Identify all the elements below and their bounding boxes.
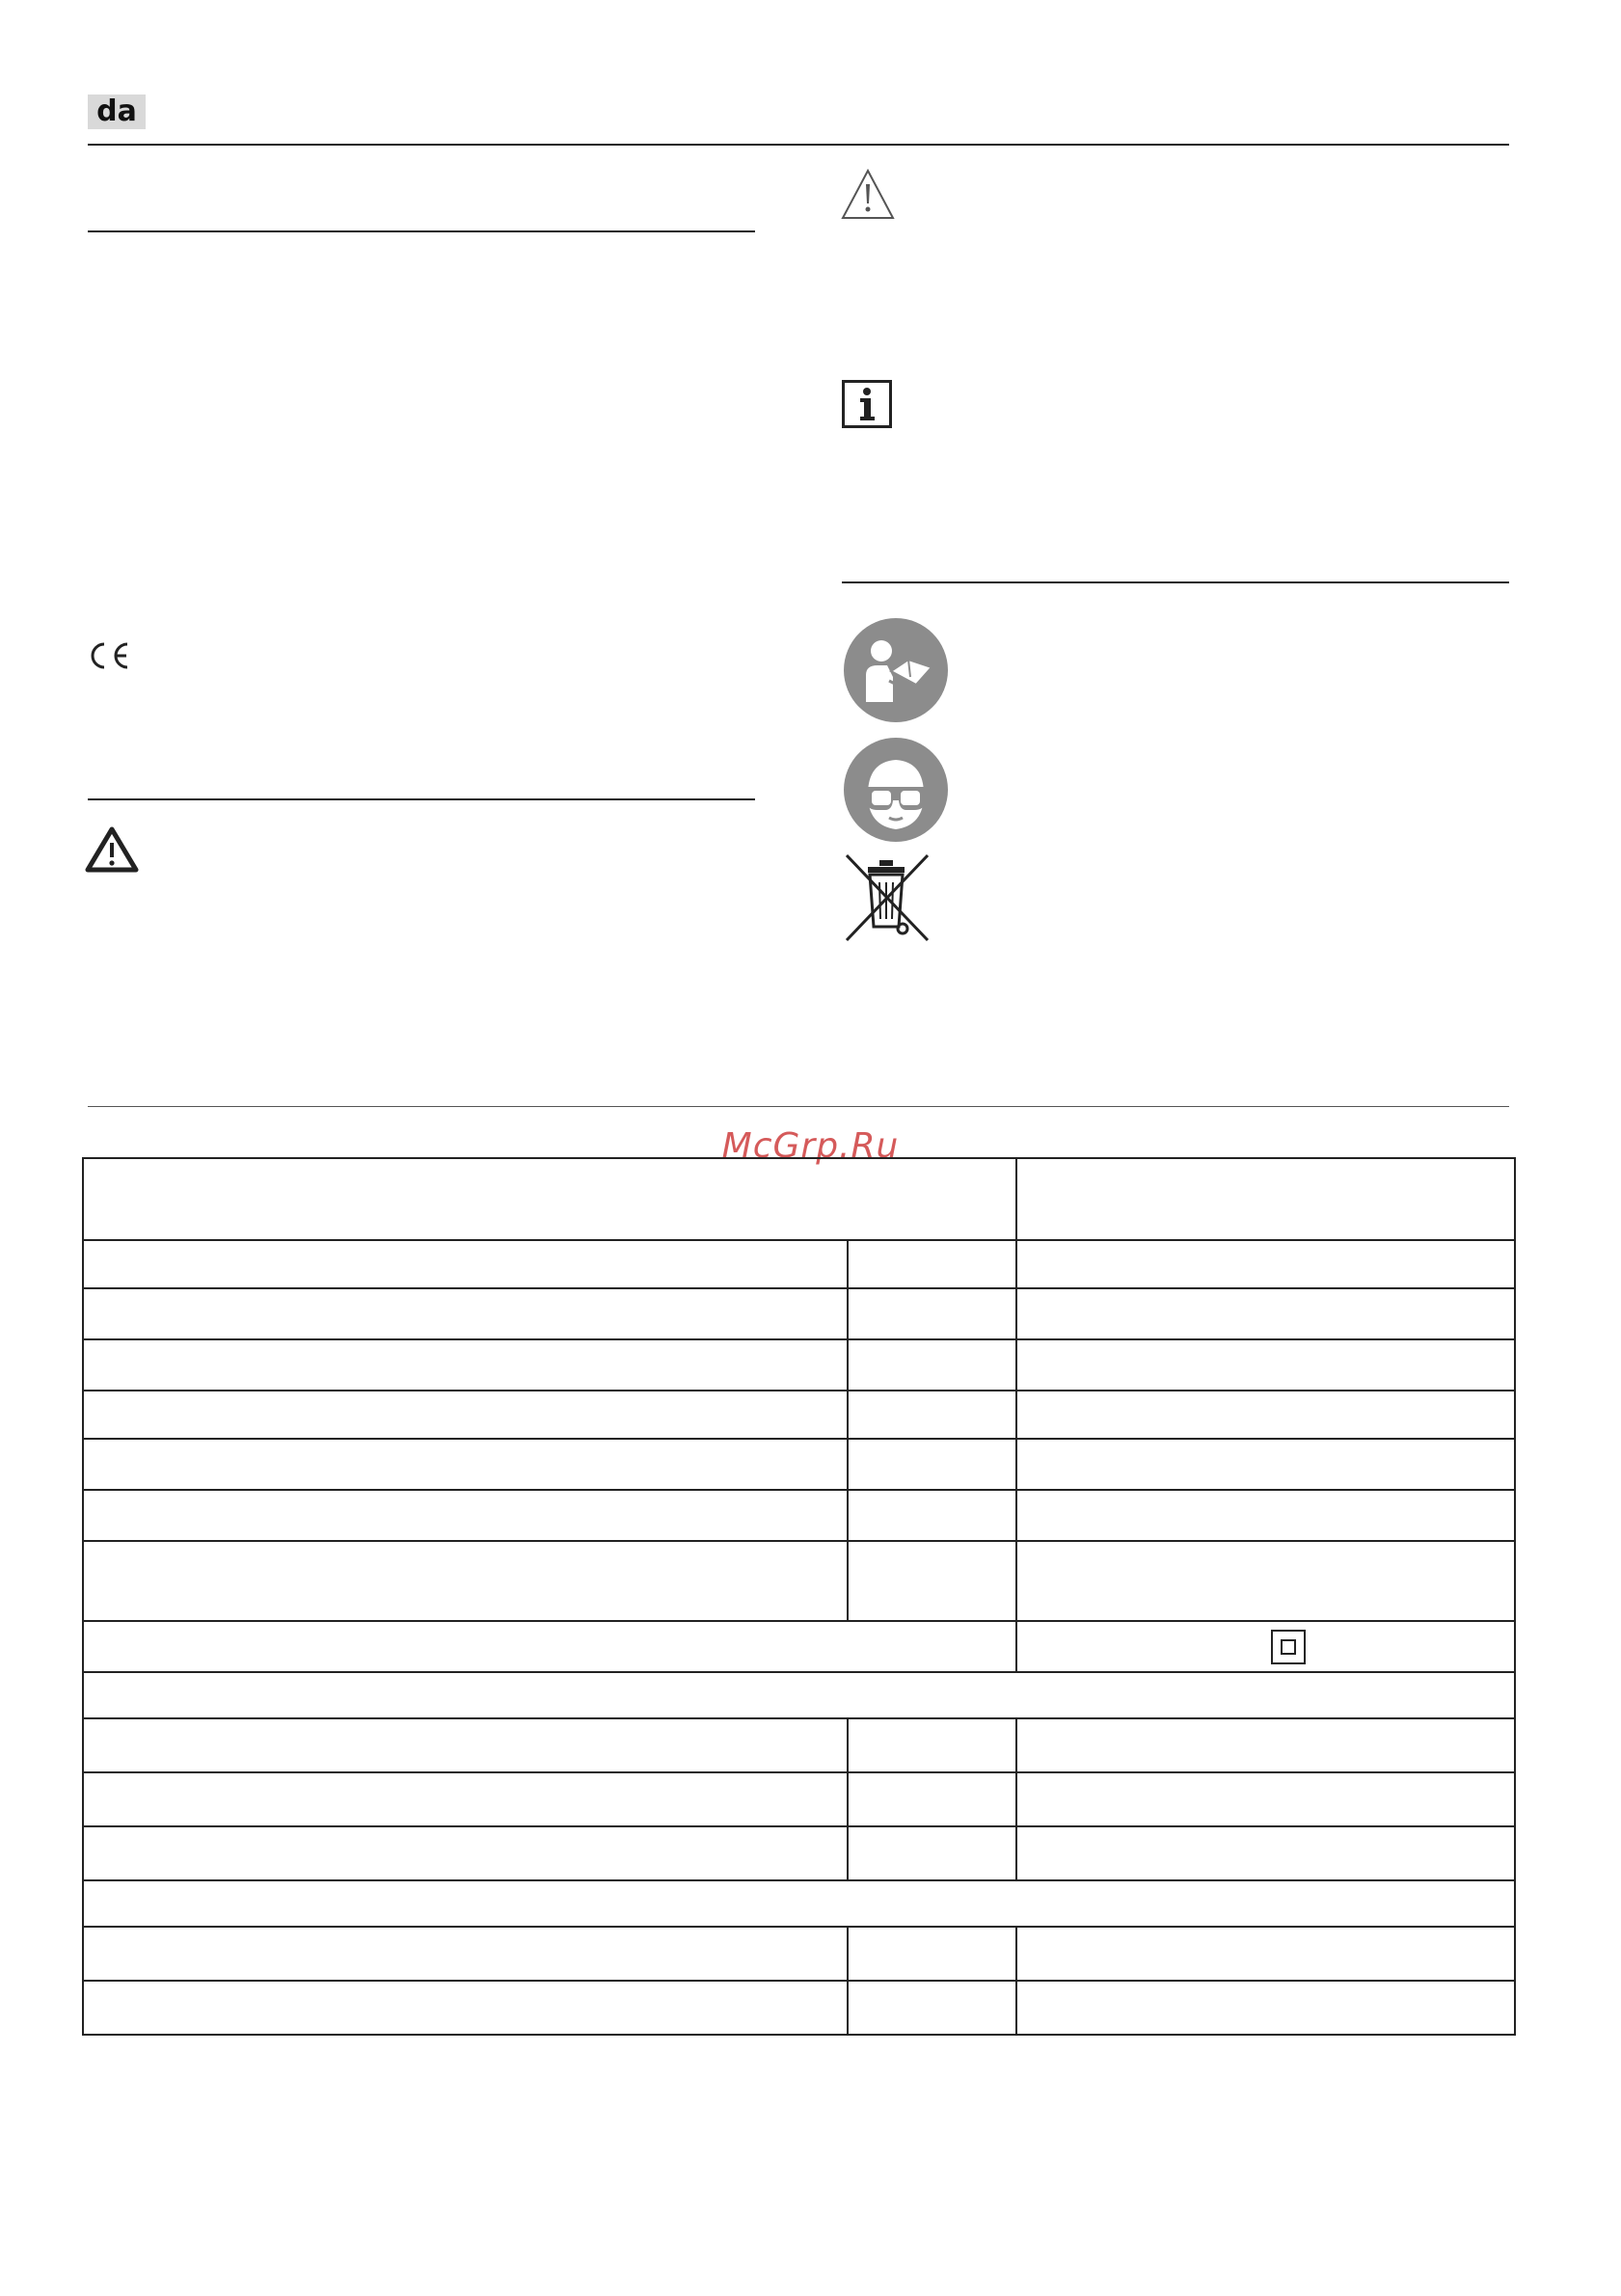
header-rule [88, 144, 1509, 146]
right-section-rule [842, 581, 1509, 583]
table-section-row [83, 1672, 1515, 1718]
table-row [83, 1927, 1515, 1981]
left-section-rule-2 [88, 798, 755, 800]
table-row [83, 1339, 1515, 1391]
table-row [83, 1981, 1515, 2035]
info-icon [842, 380, 892, 428]
table-row-protection-class [83, 1621, 1515, 1672]
table-row [83, 1490, 1515, 1541]
table-row [83, 1391, 1515, 1439]
warning-triangle-outline-icon [841, 168, 895, 222]
watermark: McGrp.Ru [721, 1126, 900, 1166]
protection-class-cell [1016, 1621, 1515, 1672]
table-top-rule [88, 1106, 1509, 1107]
crossed-out-bin-icon [843, 851, 932, 944]
ce-mark-icon [87, 640, 131, 671]
table-row [83, 1288, 1515, 1339]
language-tag: da [88, 95, 146, 129]
table-header-row [83, 1158, 1515, 1240]
protection-class-ii-icon [1271, 1630, 1306, 1664]
technical-data-table [82, 1157, 1516, 2036]
table-section-row [83, 1880, 1515, 1927]
read-manual-icon [843, 617, 949, 723]
safety-glasses-icon [843, 737, 949, 843]
table-row [83, 1718, 1515, 1772]
table-row [83, 1541, 1515, 1621]
table-row [83, 1826, 1515, 1880]
left-section-rule-1 [88, 230, 755, 232]
table-row [83, 1772, 1515, 1826]
table-row [83, 1240, 1515, 1288]
table-header-value-cell [1016, 1158, 1515, 1240]
table-row [83, 1439, 1515, 1490]
warning-triangle-icon [85, 825, 139, 874]
table-header-cell [83, 1158, 1016, 1240]
